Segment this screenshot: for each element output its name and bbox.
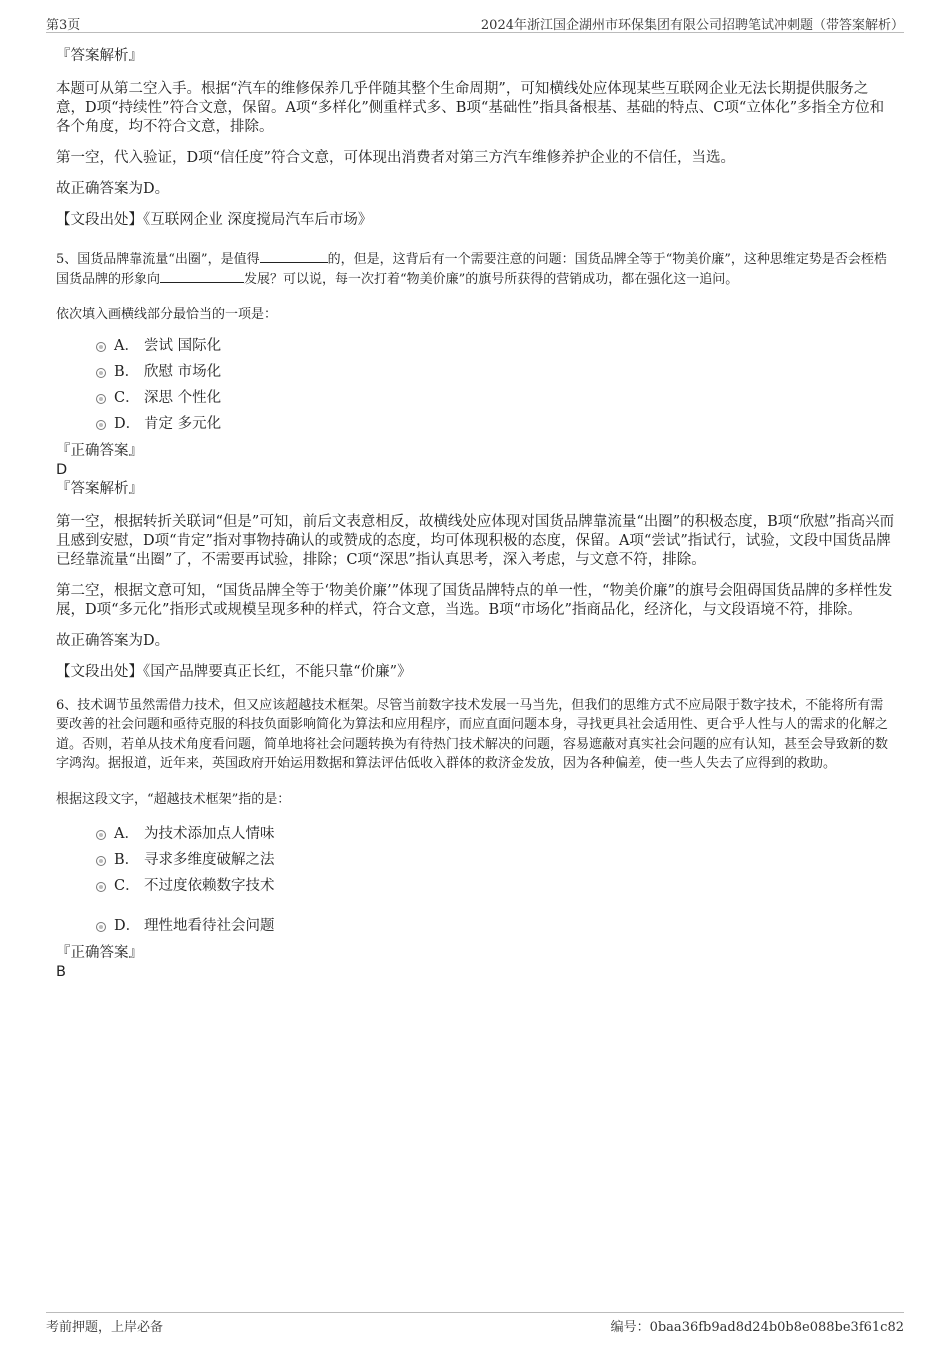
question-6-prompt: 根据这段文字，“超越技术框架”指的是： xyxy=(56,791,291,807)
option-d[interactable]: D． 肯定 多元化 xyxy=(96,411,896,437)
answer-analysis-label: 『答案解析』 xyxy=(56,48,143,64)
question-5-text: 的，但是，这背后有一个需要注意的问题：国货品牌全等于“物美价廉”，这种思维定势是否会桎梏国货品牌的形象向 xyxy=(56,252,887,287)
document-title: 2024年浙江国企湖州市环保集团有限公司招聘笔试冲刺题（带答案解析） xyxy=(480,18,904,33)
option-a[interactable]: A． 为技术添加点人情味 xyxy=(96,821,896,847)
analysis-paragraph: 第二空，根据文意可知，“国货品牌全等于‘物美价廉’”体现了国货品牌特点的单一性，“物美价廉”的旗号会阻碍国货品牌的多样性发展，D项“多元化”指形式或规模呈现多种的样式，符合文意，当选。B项“市场化”指商品化，经济化，与文段语境不符，排除。 xyxy=(56,582,893,618)
radio-icon[interactable] xyxy=(96,368,106,378)
page-header xyxy=(46,12,904,33)
page-footer xyxy=(46,1312,904,1335)
option-a[interactable]: A． 尝试 国际化 xyxy=(96,333,896,359)
radio-icon[interactable] xyxy=(96,830,106,840)
option-b[interactable]: B． 欣慰 市场化 xyxy=(96,359,896,385)
option-text: 深思 个性化 xyxy=(144,389,222,406)
fill-blank xyxy=(160,270,244,283)
question-5-text: 发展？可以说，每一次打着“物美价廉”的旗号所获得的营销成功，都在强化这一追问。 xyxy=(244,271,739,287)
correct-answer: B xyxy=(56,964,66,980)
footer-slogan: 考前押题，上岸必备 xyxy=(46,1320,164,1335)
source-citation: 【文段出处】《互联网企业 深度搅局汽车后市场》 xyxy=(56,212,373,228)
source-citation: 【文段出处】《国产品牌要真正长红，不能只靠“价廉”》 xyxy=(56,663,412,680)
option-b[interactable]: B． 寻求多维度破解之法 xyxy=(96,847,896,873)
analysis-paragraph: 故正确答案为D。 xyxy=(56,632,170,649)
analysis-paragraph: 第一空，根据转折关联词“但是”可知，前后文表意相反，故横线处应体现对国货品牌靠流量“出圈”的积极态度，B项“欣慰”指高兴而且感到安慰，D项“肯定”指对事物持确认的或赞成的态度，均可体现积极的态度，保留。A项“尝试”指试行，试验，文段中国货品牌已经靠流量“出圈”了，不需要再试验，排除；C项“深思”指认真思考，深入考虑，与文意不符，排除。 xyxy=(56,513,895,568)
correct-answer-label: 『正确答案』 xyxy=(56,442,143,459)
option-text: 理性地看待社会问题 xyxy=(144,918,275,934)
radio-icon[interactable] xyxy=(96,394,106,404)
question-6-stem: 6、技术调节虽然需借力技术，但又应该超越技术框架。尽管当前数字技术发展一马当先，但我们的思维方式不应局限于数字技术，不能将所有需要改善的社会问题和亟待克服的科技负面影响简化为算法和应用程序，而应直面问题本身，寻找更具社会适用性、更合乎人性与人的需求的化解之道。否则，若单从技术角度看问题，简单地将社会问题转换为有待热门技术解决的问题，容易遮蔽对真实社会问题的应有认知，甚至会导致新的数字鸿沟。据报道，近年来，英国政府开始运用数据和算法评估低收入群体的救济金发放，因为各种偏差，使一些人失去了应得到的救助。 xyxy=(56,697,889,771)
option-text: 寻求多维度破解之法 xyxy=(144,852,275,868)
correct-answer-label: 『正确答案』 xyxy=(56,945,143,961)
option-text: 尝试 国际化 xyxy=(144,337,222,354)
question-5-stem xyxy=(56,250,896,289)
option-d[interactable]: D． 理性地看待社会问题 xyxy=(96,913,896,939)
radio-icon[interactable] xyxy=(96,922,106,932)
analysis-paragraph: 本题可从第二空入手。根据“汽车的维修保养几乎伴随其整个生命周期”，可知横线处应体现某些互联网企业无法长期提供服务之意，D项“持续性”符合文意，保留。A项“多样化”侧重样式多、B项“基础性”指具备根基、基础的特点、C项“立体化”多指全方位和各个角度，均不符合文意，排除。 xyxy=(56,81,885,135)
answer-analysis-label: 『答案解析』 xyxy=(56,480,143,497)
radio-icon[interactable] xyxy=(96,856,106,866)
radio-icon[interactable] xyxy=(96,420,106,430)
correct-answer: D xyxy=(56,461,68,478)
page-content xyxy=(56,44,896,981)
analysis-paragraph: 第一空，代入验证，D项“信任度”符合文意，可体现出消费者对第三方汽车维修养护企业的不信任，当选。 xyxy=(56,150,735,166)
option-c[interactable]: C． 深思 个性化 xyxy=(96,385,896,411)
radio-icon[interactable] xyxy=(96,882,106,892)
question-6-options xyxy=(96,821,896,939)
option-text: 肯定 多元化 xyxy=(144,415,222,432)
page-number: 第3页 xyxy=(46,18,81,33)
fill-blank xyxy=(260,250,328,263)
radio-icon[interactable] xyxy=(96,342,106,352)
document-id: 编号：0baa36fb9ad8d24b0b8e088be3f61c82 xyxy=(610,1320,904,1335)
question-5-options xyxy=(96,333,896,437)
option-text: 不过度依赖数字技术 xyxy=(144,878,275,894)
question-5-text: 5、国货品牌靠流量“出圈”，是值得 xyxy=(56,252,260,267)
analysis-paragraph: 故正确答案为D。 xyxy=(56,181,170,197)
option-text: 欣慰 市场化 xyxy=(144,363,222,380)
option-text: 为技术添加点人情味 xyxy=(144,826,275,842)
question-5-prompt: 依次填入画横线部分最恰当的一项是： xyxy=(56,307,278,322)
option-c[interactable]: C． 不过度依赖数字技术 xyxy=(96,873,896,899)
